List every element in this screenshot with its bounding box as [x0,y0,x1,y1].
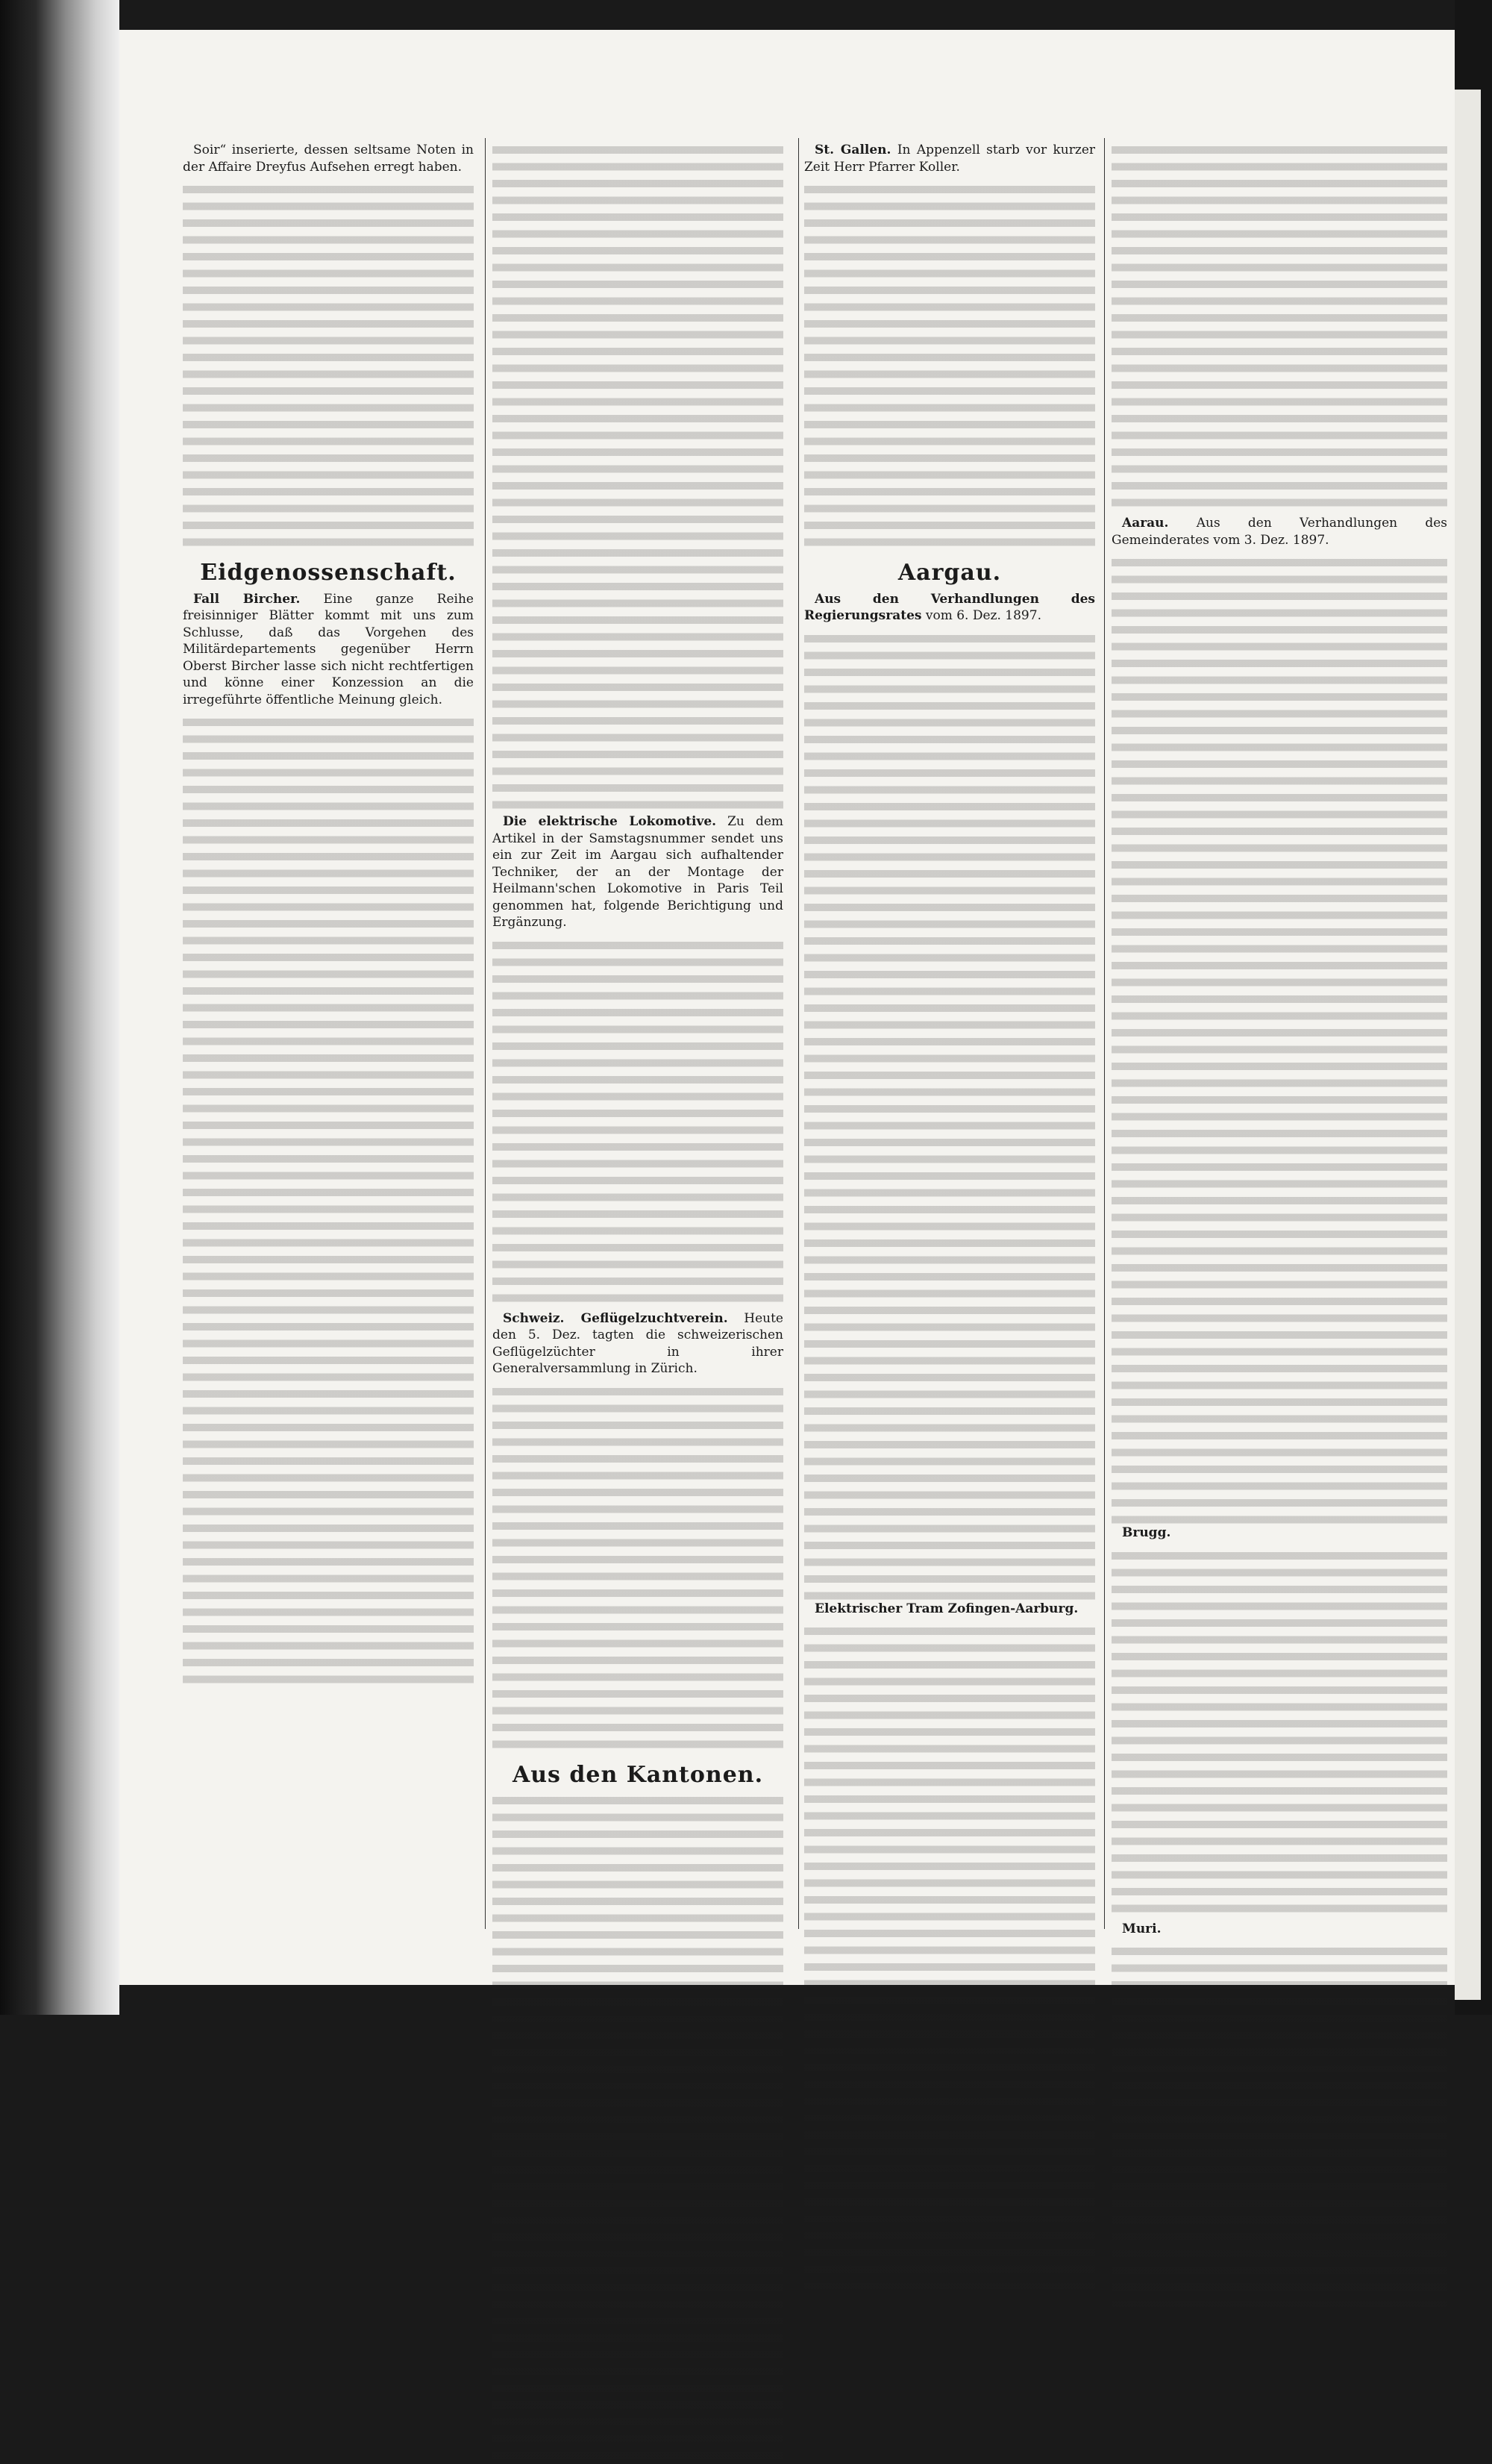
intro-paragraph: Soir“ inserierte, dessen seltsame Noten in der Affaire Dreyfus Aufsehen erregt haben. [183,143,474,175]
text-block [492,142,783,813]
column-4 [1112,142,1448,1936]
article-title: Aus den Verhandlungen des Regierungsrates [804,591,1095,623]
headline-eidgenossenschaft: Eidgenossenschaft. [200,560,457,586]
article-title: Brugg. [1122,1525,1171,1540]
column-rule [485,138,486,1929]
text-block [183,181,474,554]
column-3 [804,142,1095,1925]
text-block [1112,142,1447,515]
article-text: Heute den 5. Dez. tagten die schweizerischen Geflügelzüchter in ihrer Generalversammlung in Zürich. [492,1310,783,1376]
column-rule [1104,138,1105,1929]
article-title: Die elektrische Lokomotive. [503,814,717,829]
article-title: Muri. [1122,1921,1162,1936]
headline-aargau: Aargau. [897,560,1002,586]
article-text: Aus den Verhandlungen des Gemeinderates vom 3. Dez. 1897. [1112,516,1448,548]
text-block [492,1383,783,1757]
text-block [804,631,1095,1601]
article-title: Aarau. [1122,516,1169,531]
next-page-edge [1455,90,1481,2000]
article-title: Fall Bircher. [193,591,301,607]
article-text: Zu dem Artikel in der Samstagsnummer sendet uns ein zur Zeit im Aargau sich aufhaltender Techniker, der an der Montage der Heilmann'schen Lokomotive in Paris Teil genommen hat, folgende Berichtigung und Ergänzung. [492,814,784,930]
article-text: vom 6. Dez. 1897. [925,608,1041,623]
article-text: In Appenzell starb vor kurzer Zeit Herr Pfarrer Koller. [804,143,1096,175]
article-title: St. Gallen. [815,143,891,157]
text-block [1112,1943,1447,2316]
text-block [1112,1548,1447,1921]
column-1 [183,142,474,1925]
text-block [183,714,474,1684]
text-block [804,1623,1095,2295]
article-title: Elektrischer Tram Zofingen-Aarburg. [815,1601,1079,1616]
text-block [804,181,1095,554]
text-block [492,1792,783,2464]
article-text: Eine ganze Reihe freisinniger Blätter kommt mit uns zum Schlusse, daß das Vorgehen des Militärdepartements gegenüber Herrn Oberst Bircher lasse sich nicht rechtfertigen und könne einer Konzession an die irregeführte öffentliche Meinung gleich. [183,591,474,707]
text-block [492,937,783,1310]
headline-aus-den-kantonen: Aus den Kantonen. [512,1761,764,1788]
article-title: Schweiz. Geflügelzuchtverein. [503,1310,728,1326]
column-2 [492,142,783,1925]
book-edge [0,0,119,2015]
column-rule [798,138,799,1929]
text-block [1112,554,1447,1525]
